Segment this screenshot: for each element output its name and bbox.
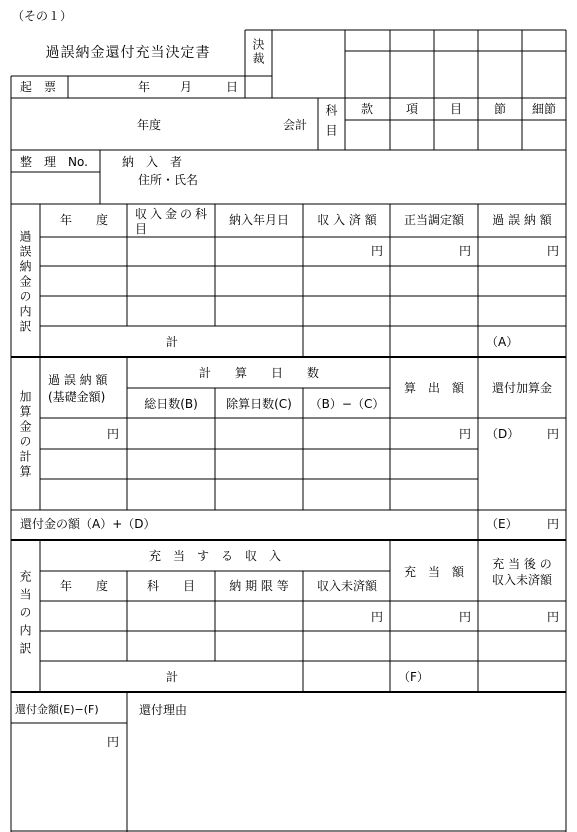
sec2-mark-e: （E） xyxy=(486,517,518,531)
sec1-total-label: 計 xyxy=(166,335,179,349)
sec3-mark-f: （F） xyxy=(398,670,429,684)
nonyusha-label: 納 入 者 xyxy=(122,155,183,169)
sec2-header-sanshutsu: 算 出 額 xyxy=(403,381,465,395)
kamoku-label: 科目 xyxy=(324,104,338,144)
sec1-header-kago-nou: 過 誤 納 額 xyxy=(492,213,552,227)
kihyo-day-label: 日 xyxy=(226,80,239,94)
sec2-yen-sanshutsu: 円 xyxy=(459,427,472,441)
sec2-side-label: 加算金の計算 xyxy=(18,390,32,480)
setsu-label: 節 xyxy=(493,102,507,116)
decision-label: 決裁 xyxy=(251,38,265,66)
sec1-yen-3: 円 xyxy=(547,244,560,258)
sec3-side-label: 充当の内訳 xyxy=(18,570,32,660)
kan-label: 款 xyxy=(360,102,374,116)
sec3-total-label: 計 xyxy=(166,670,179,684)
sec3-header-juto-shunyu: 充 当 す る 収 入 xyxy=(148,549,282,563)
sec2-header-jozan: 除算日数(C) xyxy=(226,397,292,411)
sec1-mark-a: （A） xyxy=(486,335,519,349)
sec3-yen-1: 円 xyxy=(371,610,384,624)
sec1-header-nonyu-date: 納入年月日 xyxy=(228,213,290,227)
sec1-header-nendo: 年 度 xyxy=(59,213,109,227)
kou-label: 項 xyxy=(405,102,419,116)
sec1-header-shunyu-zumi: 収 入 済 額 xyxy=(317,213,377,227)
sec3-header-kamoku: 科 目 xyxy=(146,579,196,593)
sec3-header-mizumi: 収入未済額 xyxy=(316,579,378,593)
sec3-header-ato-2: 収入未済額 xyxy=(491,573,553,587)
nendo-label: 年度 xyxy=(137,118,162,132)
saimoku-label: 細節 xyxy=(531,102,557,116)
sec2-header-kago: 過 誤 納 額 xyxy=(48,373,108,387)
kanpu-riyu-label: 還付理由 xyxy=(139,703,188,717)
sec2-yen-d: 円 xyxy=(547,427,560,441)
sec3-header-ato-1: 充 当 後 の xyxy=(492,557,552,571)
moku-label: 目 xyxy=(449,102,463,116)
sec2-mark-d: （D） xyxy=(486,427,520,441)
sec2-header-keisan: 計 算 日 数 xyxy=(198,366,320,380)
sec2-yen-e: 円 xyxy=(547,517,560,531)
sec4-yen: 円 xyxy=(107,735,120,749)
seiri-no-label: 整 理 No. xyxy=(20,155,88,169)
form-title: 過誤納金還付充当決定書 xyxy=(45,45,211,61)
kanpu-total-label: 還付金の額（A）+（D） xyxy=(20,517,156,531)
sec3-header-nendo: 年 度 xyxy=(59,579,109,593)
sec2-header-kiso: (基礎金額) xyxy=(48,390,106,404)
sec3-yen-2: 円 xyxy=(459,610,472,624)
page-number: （その１） xyxy=(12,9,73,23)
sec3-yen-3: 円 xyxy=(547,610,560,624)
sec1-header-kamoku: 収入金の科目 xyxy=(135,207,211,236)
sec2-header-soubi: 総日数(B) xyxy=(144,397,198,411)
address-name-label: 住所・氏名 xyxy=(138,173,199,187)
kihyo-label: 起 票 xyxy=(20,80,57,94)
sec2-header-bc: （B）−（C） xyxy=(309,397,385,411)
sec1-yen-2: 円 xyxy=(459,244,472,258)
kihyo-month-label: 月 xyxy=(180,80,193,94)
sec1-side-label: 過誤納金の内訳 xyxy=(18,230,32,335)
sec3-header-nouki: 納 期 限 等 xyxy=(229,579,289,593)
kaikei-label: 会計 xyxy=(283,118,308,132)
sec1-header-seito-chotei: 正当調定額 xyxy=(403,213,465,227)
kanpu-kingaku-label: 還付金額(E)−(F) xyxy=(15,703,99,716)
kihyo-year-label: 年 xyxy=(138,80,151,94)
sec1-yen-1: 円 xyxy=(371,244,384,258)
sec3-header-juto-gaku: 充 当 額 xyxy=(403,565,465,579)
sec2-header-kanpu-kasan: 還付加算金 xyxy=(491,381,553,395)
sec2-yen-kiso: 円 xyxy=(107,427,120,441)
